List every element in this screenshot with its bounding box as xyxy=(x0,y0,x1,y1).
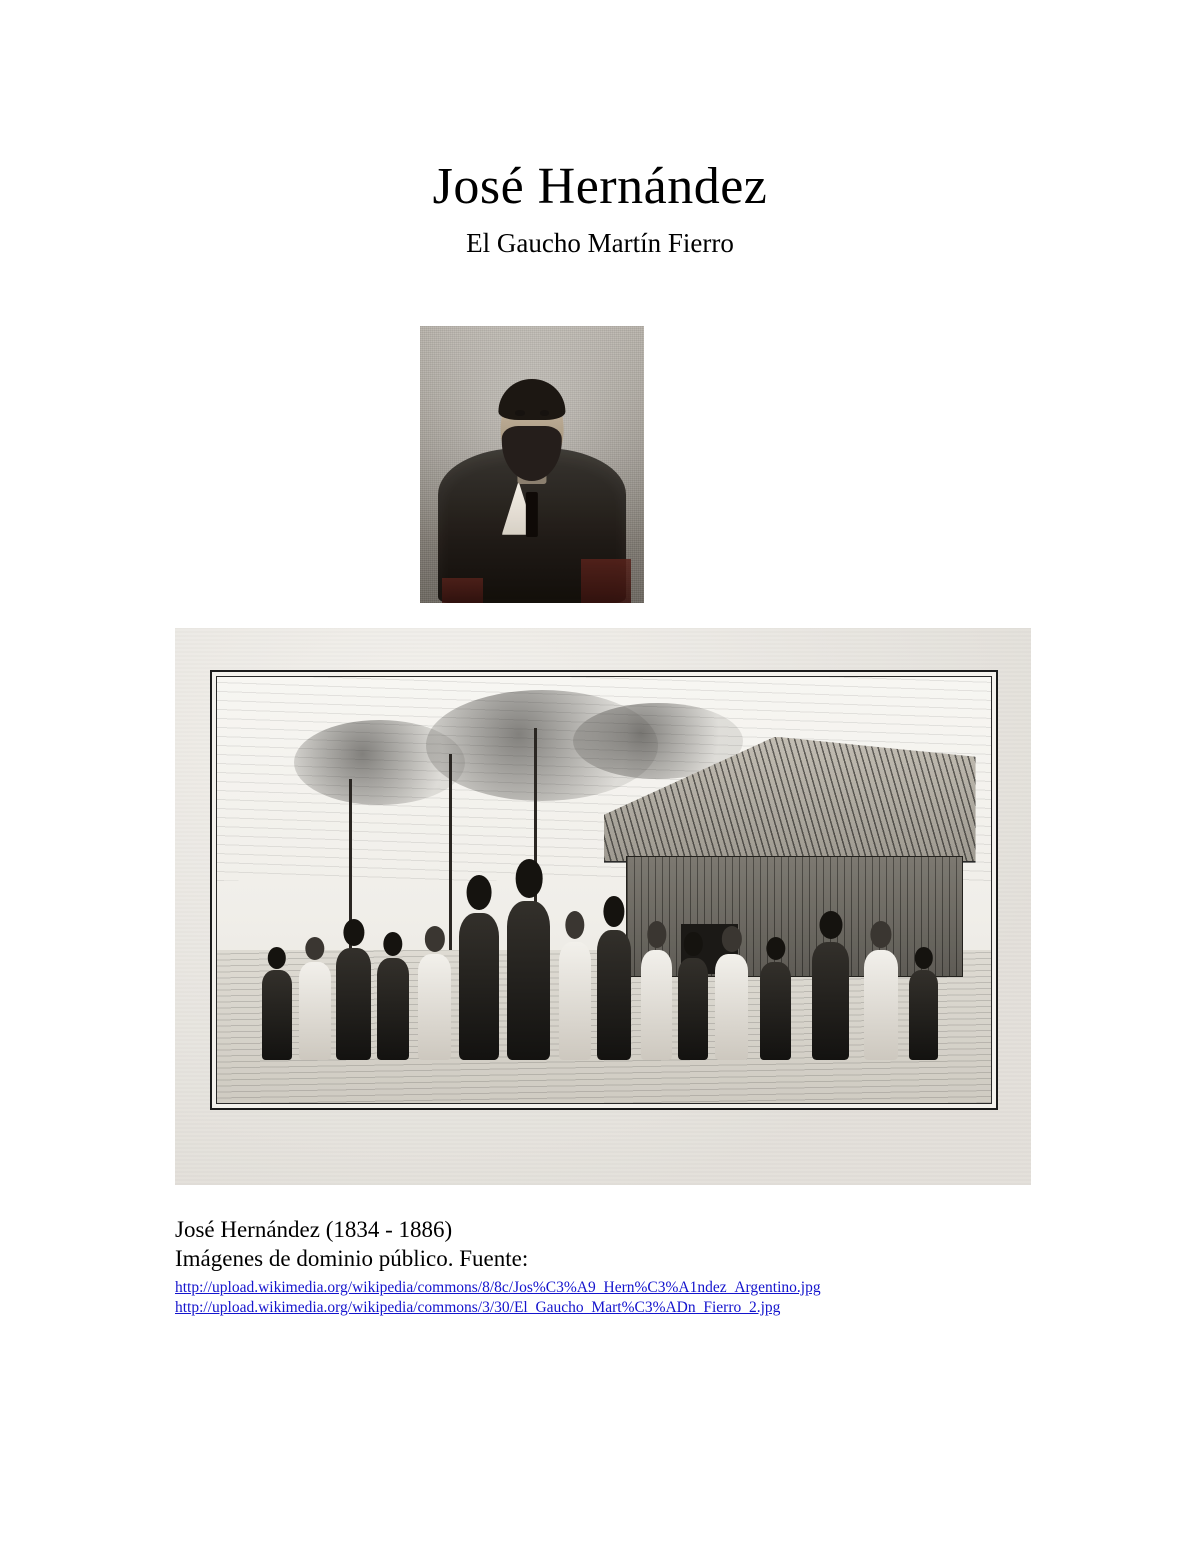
caption-line-source: Imágenes de dominio público. Fuente: xyxy=(175,1246,529,1272)
figure xyxy=(336,948,370,1060)
figure-guitarist xyxy=(597,930,631,1061)
figure xyxy=(299,962,330,1060)
engraving-frame xyxy=(210,670,998,1110)
caption-line-dates: José Hernández (1834 - 1886) xyxy=(175,1217,453,1242)
figure xyxy=(909,970,939,1060)
crowd-figures xyxy=(232,856,975,1060)
portrait-image xyxy=(420,326,644,603)
figure xyxy=(864,950,898,1060)
figure xyxy=(715,954,748,1060)
figure xyxy=(760,962,791,1060)
figure xyxy=(559,942,590,1061)
portrait-photo-jose-hernandez xyxy=(420,326,644,603)
hut-roof xyxy=(604,737,976,863)
portrait-hair xyxy=(498,379,565,421)
title-block xyxy=(0,160,1200,258)
figure-woman-dancing xyxy=(812,942,849,1061)
portrait-chair-left xyxy=(442,578,482,603)
portrait-eye-left xyxy=(515,410,524,416)
figure-dancer xyxy=(507,901,550,1060)
page-title: José Hernández xyxy=(432,158,768,215)
engraving-gaucho-dance-scene xyxy=(175,628,1031,1185)
figure xyxy=(678,958,708,1060)
source-link-portrait[interactable]: http://upload.wikimedia.org/wikipedia/commons/8/8c/Jos%C3%A9_Hern%C3%A1ndez_Argentino.jpg xyxy=(175,1278,821,1296)
figure xyxy=(418,954,451,1060)
figure xyxy=(377,958,408,1060)
figure-dancer xyxy=(459,913,499,1060)
figure xyxy=(262,970,292,1060)
source-link-engraving[interactable]: http://upload.wikimedia.org/wikipedia/commons/3/30/El_Gaucho_Mart%C3%ADn_Fierro_2.jpg xyxy=(175,1299,781,1317)
figure xyxy=(641,950,672,1060)
portrait-chair-right xyxy=(581,559,630,603)
source-link-list xyxy=(175,1278,1035,1319)
engraving-illustration xyxy=(216,676,992,1104)
portrait-tie xyxy=(526,492,538,536)
figure-caption xyxy=(175,1215,1035,1319)
page-subtitle: El Gaucho Martín Fierro xyxy=(466,227,734,258)
